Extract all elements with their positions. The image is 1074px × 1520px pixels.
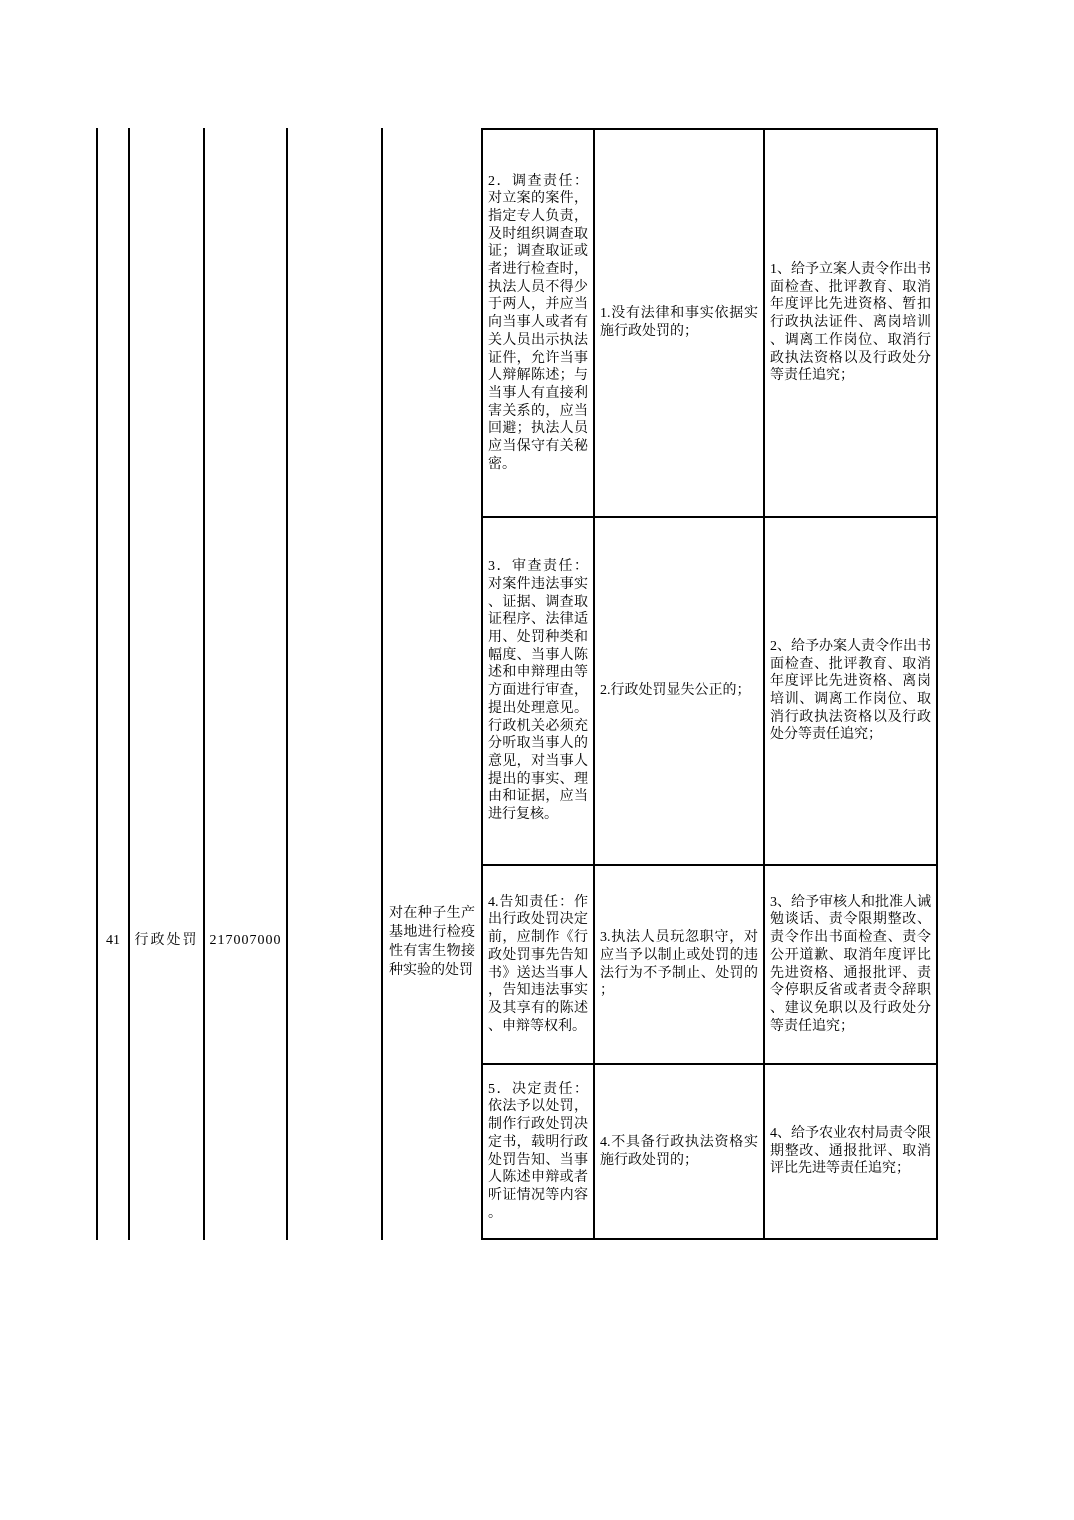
situation-text: 3.执法人员玩忽职守，对应当予以制止或处罚的违法行为不予制止、处罚的； <box>600 930 758 999</box>
situation-text: 2.行政处罚显失公正的； <box>600 683 751 699</box>
situation-text: 1.没有法律和事实依据实施行政处罚的； <box>600 306 758 339</box>
table-vertical-line <box>286 128 288 1240</box>
accountability-text: 1、给予立案人责令作出书面检查、批评教育、取消年度评比先进资格、暂扣行政执法证件、离岗培训、调离工作岗位、取消行政执法资格以及行政处分等责任追究； <box>770 262 931 384</box>
cell-duty-row3 <box>483 866 595 1065</box>
duty-text: 5．决定责任：依法予以处罚，制作行政处罚决定书，载明行政处罚告知、当事人陈述申辩或者听证情况等内容。 <box>488 1081 588 1221</box>
cell-situation-row2 <box>595 518 765 866</box>
situation-text: 4.不具备行政执法资格实施行政处罚的； <box>600 1134 758 1168</box>
table-vertical-line <box>203 128 205 1240</box>
cell-power-code: 217007000 <box>209 933 282 948</box>
duty-text: 2．调查责任：对立案的案件，指定专人负责，及时组织调查取证；调查取证或者进行检查时，执法人员不得少于两人，并应当向当事人或者有关人员出示执法证件，允许当事人辩解陈述；与当事人有直接利害关系的，应当回避；执法人员应当保守有关秘密。 <box>488 173 588 472</box>
cell-accountability-row2 <box>765 518 936 866</box>
duty-text: 3．审查责任：对案件违法事实、证据、调查取证程序、法律适用、处罚种类和幅度、当事人陈述和申辩理由等方面进行审查，提出处理意见。行政机关必须充分听取当事人的意见，对当事人提出的事实、理由和证据，应当进行复核。 <box>488 559 588 823</box>
cell-accountability-row1 <box>765 130 936 518</box>
accountability-text: 2、给予办案人责令作出书面检查、批评教育、取消年度评比先进资格、离岗培训、调离工作岗位、取消行政执法资格以及行政处分等责任追究； <box>770 638 931 743</box>
responsibility-detail-table <box>481 128 938 1240</box>
cell-power-type: 行政处罚 <box>134 933 199 948</box>
table-vertical-line <box>96 128 98 1240</box>
cell-power-name: 对在种子生产基地进行检疫性有害生物接种实验的处罚 <box>389 906 475 978</box>
duty-text: 4.告知责任：作出行政处罚决定前，应制作《行政处罚事先告知书》送达当事人，告知违法事实及其享有的陈述、申辩等权利。 <box>488 894 588 1034</box>
cell-accountability-row4 <box>765 1065 936 1238</box>
accountability-text: 3、给予审核人和批准人诫勉谈话、责令限期整改、责令作出书面检查、责令公开道歉、取消年度评比先进资格、通报批评、责令停职反省或者责令辞职、建议免职以及行政处分等责任追究； <box>770 894 931 1034</box>
cell-duty-row4 <box>483 1065 595 1238</box>
cell-situation-row1 <box>595 130 765 518</box>
cell-situation-row4 <box>595 1065 765 1238</box>
table-vertical-line <box>128 128 130 1240</box>
cell-accountability-row3 <box>765 866 936 1065</box>
cell-duty-row2 <box>483 518 595 866</box>
table-vertical-line <box>381 128 383 1240</box>
cell-sequence-number: 41 <box>106 933 120 948</box>
cell-duty-row1 <box>483 130 595 518</box>
cell-situation-row3 <box>595 866 765 1065</box>
accountability-text: 4、给予农业农村局责令限期整改、通报批评、取消评比先进等责任追究； <box>770 1125 931 1177</box>
